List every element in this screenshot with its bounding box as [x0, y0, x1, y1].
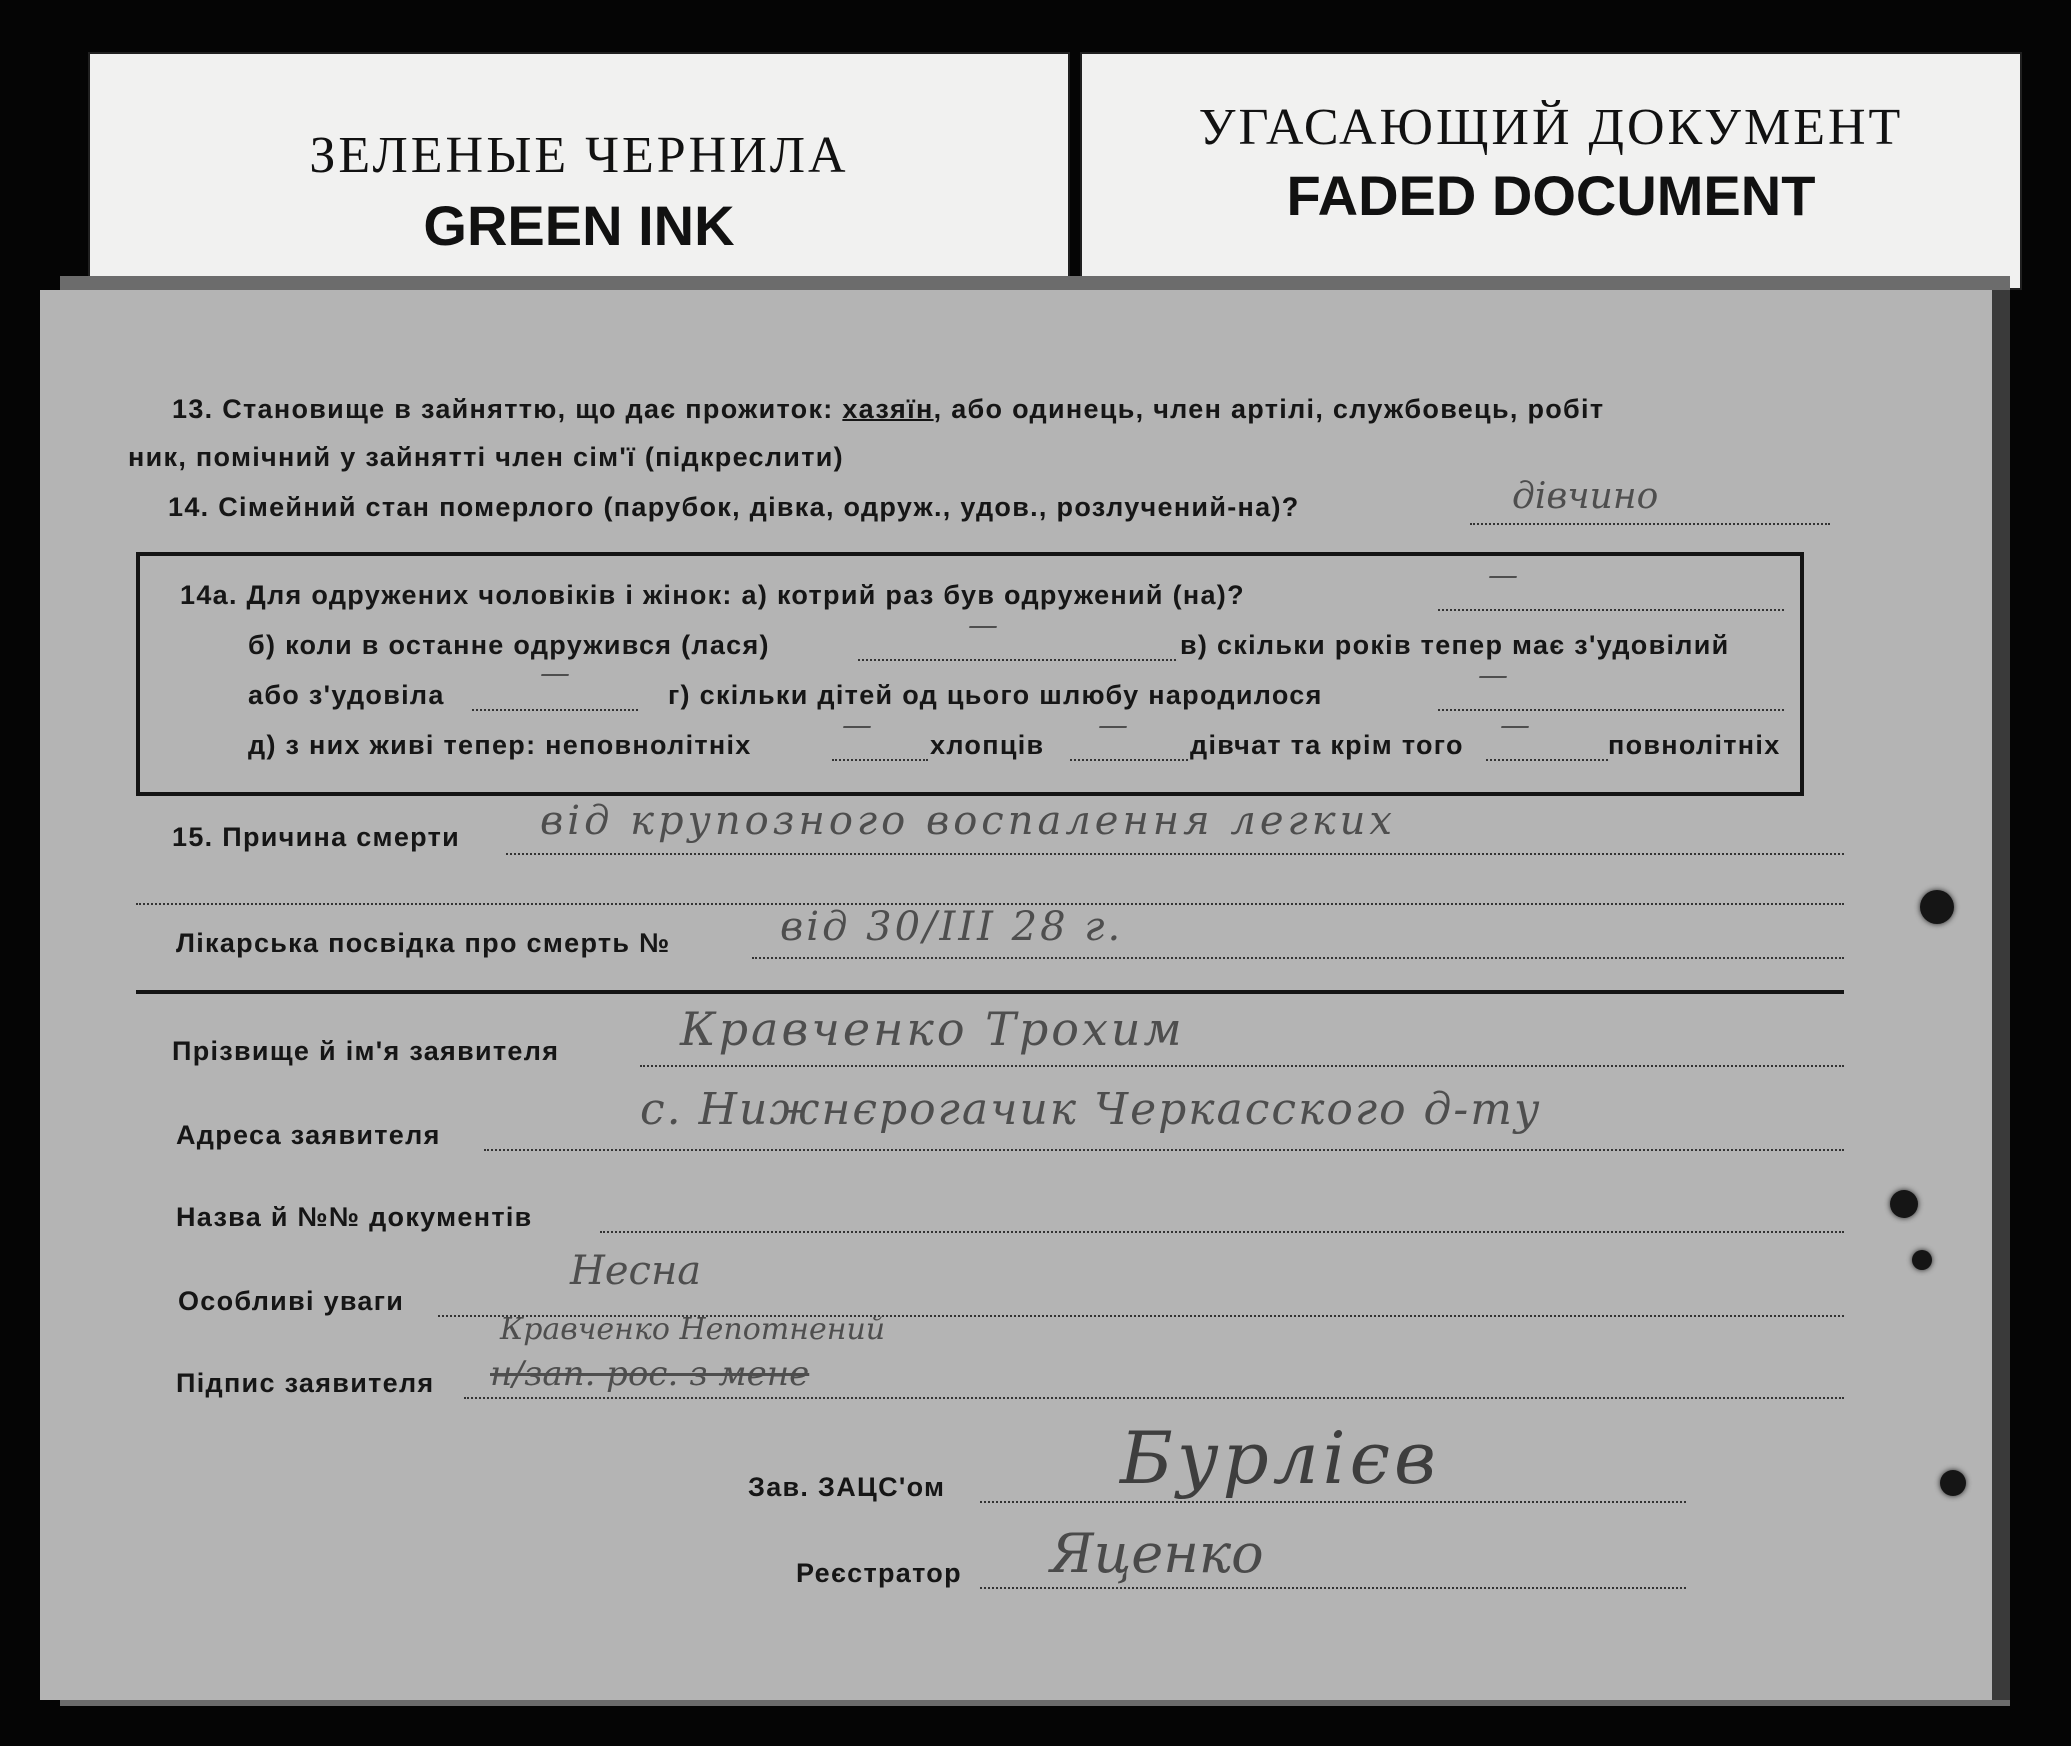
item-14a-field-f [1070, 758, 1188, 761]
item-14a-line-4a: д) з них живі тепер: неповнолітніх [248, 730, 752, 760]
item-14a-line-2a: б) коли в останне одружився (лася) [248, 630, 770, 660]
head-zags-label: Зав. ЗАЦС'ом [748, 1472, 946, 1502]
item-14a-line-3a: або з'удовіла [248, 680, 445, 710]
item-13-underlined-option: хазяїн [842, 394, 934, 424]
item-15-field [506, 852, 1844, 855]
head-zags-field [980, 1500, 1686, 1503]
item-14a-line-2b: в) скільки років тепер має з'удовілий [1180, 630, 1730, 660]
special-notes-handwritten-line-2: Кравченко Непотнений [500, 1312, 886, 1347]
item-14a-line-1: 14а. Для одружених чоловіків і жінок: а) котрий раз був одружений (на)? [180, 580, 1245, 610]
applicant-signature-label: Підпис заявителя [176, 1368, 435, 1398]
item-14a-field-g [1486, 758, 1608, 761]
head-zags-signature: Бурлієв [1120, 1416, 1440, 1500]
item-14a-dash: — [1478, 658, 1508, 693]
applicant-name-label: Прізвище й ім'я заявителя [172, 1036, 560, 1066]
registrar-label: Реєстратор [796, 1558, 962, 1588]
registrar-field [980, 1586, 1686, 1589]
punch-hole [1912, 1250, 1932, 1270]
item-15-label: 15. Причина смерти [172, 822, 460, 852]
item-14a-line-4c: дівчат та крім того [1190, 730, 1464, 760]
item-14a-dash: — [1098, 708, 1128, 743]
item-14a-line-4d: повнолітніх [1608, 730, 1781, 760]
item-13-line-1 [172, 394, 1604, 425]
registration-form-page [40, 290, 2010, 1700]
item-14a-dash: — [968, 608, 998, 643]
item-14a-field-b [858, 658, 1176, 661]
item-14a-field-c [472, 708, 638, 711]
paper-edge [1992, 290, 2010, 1700]
applicant-name-handwritten: Кравченко Трохим [680, 1002, 1185, 1056]
special-notes-handwritten: Несна [570, 1248, 702, 1294]
item-14a-line-4b: хлопців [930, 730, 1045, 760]
applicant-address-handwritten: с. Нижнєрогачик Черкасского д-ту [640, 1084, 1542, 1135]
medical-certificate-field [752, 956, 1844, 959]
faded-document-label-ru: УГАСАЮЩИЙ ДОКУМЕНТ [1198, 99, 1904, 156]
applicant-signature-handwritten: н/зап. рос. з мене [490, 1354, 810, 1394]
item-14a-dash: — [1500, 708, 1530, 743]
item-14a-dash: — [842, 708, 872, 743]
faded-document-label [1080, 52, 2022, 290]
applicant-signature-field [464, 1396, 1844, 1399]
item-14-label: 14. Сімейний стан померлого (парубок, дівка, одруж., удов., розлучений-на)? [168, 492, 1300, 522]
medical-certificate-label: Лікарська посвідка про смерть № [176, 928, 671, 958]
applicant-name-field [640, 1064, 1844, 1067]
green-ink-label-ru: ЗЕЛЕНЫЕ ЧЕРНИЛА [309, 127, 849, 184]
item-14a-dash: — [540, 656, 570, 691]
item-14a-field-d [1438, 708, 1784, 711]
item-14-handwritten-value: дівчино [1512, 476, 1659, 517]
item-14-field [1470, 522, 1830, 525]
item-14a-field-e [832, 758, 928, 761]
item-14a-field-a [1438, 608, 1784, 611]
item-13-text-a: 13. Становище в зайняттю, що дає прожиток: [172, 394, 834, 424]
item-14a-line-3b: г) скільки дітей од цього шлюбу народилося [668, 680, 1323, 710]
punch-hole [1940, 1470, 1966, 1496]
section-divider [136, 990, 1844, 994]
documents-field [600, 1230, 1844, 1233]
item-13-line-2: ник, помічний у зайнятті член сім'ї (підкреслити) [128, 442, 844, 472]
green-ink-label [88, 52, 1070, 290]
registrar-signature: Яценко [1050, 1522, 1264, 1585]
documents-label: Назва й №№ документів [176, 1202, 533, 1232]
item-13-text-b: , або одинець, член артілі, службовець, робіт [933, 394, 1605, 424]
applicant-address-label: Адреса заявителя [176, 1120, 441, 1150]
green-ink-label-en: GREEN INK [423, 194, 735, 257]
item-15-handwritten-cause: від крупозного воспалення легких [540, 798, 1396, 844]
punch-hole [1890, 1190, 1918, 1218]
item-14a-dash: — [1488, 558, 1518, 593]
special-notes-label: Особливі уваги [178, 1286, 405, 1316]
faded-document-label-en: FADED DOCUMENT [1286, 164, 1816, 227]
medical-certificate-handwritten: від 30/III 28 г. [780, 904, 1124, 950]
applicant-address-field [484, 1148, 1844, 1151]
punch-hole [1920, 890, 1954, 924]
